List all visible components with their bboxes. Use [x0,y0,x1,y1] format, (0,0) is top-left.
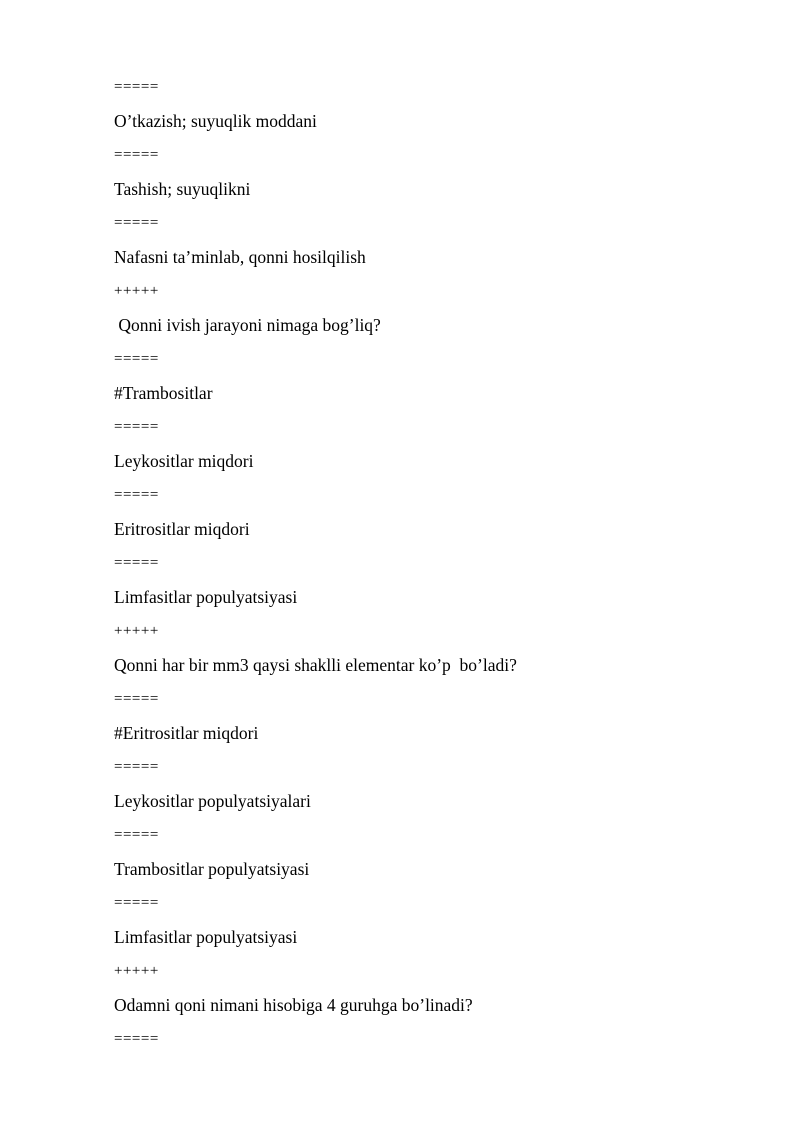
question-separator: +++++ [114,963,159,979]
question-text: Qonni ivish jarayoni nimaga bog’liq? [114,315,381,335]
answer-option: Leykositlar populyatsiyalari [114,791,311,811]
answer-option: Trambositlar populyatsiyasi [114,859,310,879]
question-separator: +++++ [114,283,159,299]
question-separator: +++++ [114,623,159,639]
answer-option: Limfasitlar populyatsiyasi [114,587,298,607]
answer-option: Limfasitlar populyatsiyasi [114,927,298,947]
question-text: Qonni har bir mm3 qaysi shaklli elementar ko’p bo’ladi? [114,655,517,675]
answer-option: O’tkazish; suyuqlik moddani [114,111,317,131]
separator-line: ===== [114,147,159,163]
separator-line: ===== [114,827,159,843]
answer-option: Leykositlar miqdori [114,451,254,471]
separator-line: ===== [114,79,159,95]
correct-answer-option: #Trambositlar [114,383,213,403]
answer-option: Nafasni ta’minlab, qonni hosilqilish [114,247,366,267]
question-text: Odamni qoni nimani hisobiga 4 guruhga bo’linadi? [114,995,473,1015]
correct-answer-option: #Eritrositlar miqdori [114,723,259,743]
separator-line: ===== [114,351,159,367]
separator-line: ===== [114,691,159,707]
separator-line: ===== [114,759,159,775]
separator-line: ===== [114,1031,159,1047]
answer-option: Eritrositlar miqdori [114,519,250,539]
separator-line: ===== [114,215,159,231]
separator-line: ===== [114,419,159,435]
document-body [114,76,740,1062]
answer-option: Tashish; suyuqlikni [114,179,251,199]
separator-line: ===== [114,895,159,911]
separator-line: ===== [114,487,159,503]
separator-line: ===== [114,555,159,571]
